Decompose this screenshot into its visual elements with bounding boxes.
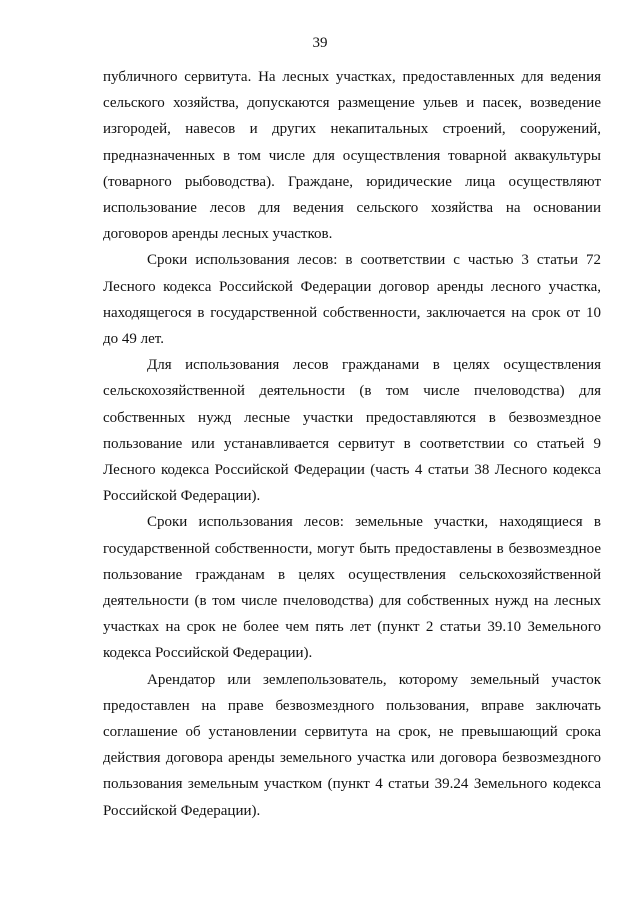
paragraph-land-plot-terms: Сроки использования лесов: земельные участки, находящиеся в государственной собственности, могут быть предоставлены в безвозмездное пользование гражданам в целях осуществления сельскохозяйственной деятельности (в том числе пчеловодства) для собственных нужд на лесных участках на срок не более чем пять лет (пункт 2 статьи 39.10 Земельного кодекса Российской Федерации). bbox=[103, 514, 601, 662]
paragraph-lease-terms: Сроки использования лесов: в соответствии с частью 3 статьи 72 Лесного кодекса Российской Федерации договор аренды лесного участка, находящегося в государственной собственности, заключается на срок от 10 до 49 лет. bbox=[103, 252, 601, 348]
paragraph-citizen-use: Для использования лесов гражданами в целях осуществления сельскохозяйственной деятельности (в том числе пчеловодства) для собственных нужд лесные участки предоставляются в безвозмездное пользование или устанавливается сервитут в соответствии со статьей 9 Лесного кодекса Российской Федерации (часть 4 статьи 38 Лесного кодекса Российской Федерации). bbox=[103, 357, 601, 505]
paragraph-continued: публичного сервитута. На лесных участках, предоставленных для ведения сельского хозяйства, допускаются размещение ульев и пасек, возведение изгородей, навесов и других некапитальных строений, сооружений, предназначенных в том числе для осуществления товарной аквакультуры (товарного рыбоводства). Граждане, юридические лица осуществляют использование лесов для ведения сельского хозяйства на основании договоров аренды лесных участков. bbox=[103, 69, 601, 243]
document-body bbox=[103, 64, 601, 824]
paragraph-servitude-agreement: Арендатор или землепользователь, которому земельный участок предоставлен на праве безвозмездного пользования, вправе заключать соглашение об установлении сервитута на срок, не превышающий срока действия договора аренды земельного участка или договора безвозмездного пользования земельным участком (пункт 4 статьи 39.24 Земельного кодекса Российской Федерации). bbox=[103, 671, 601, 819]
page-number: 39 bbox=[312, 35, 328, 51]
